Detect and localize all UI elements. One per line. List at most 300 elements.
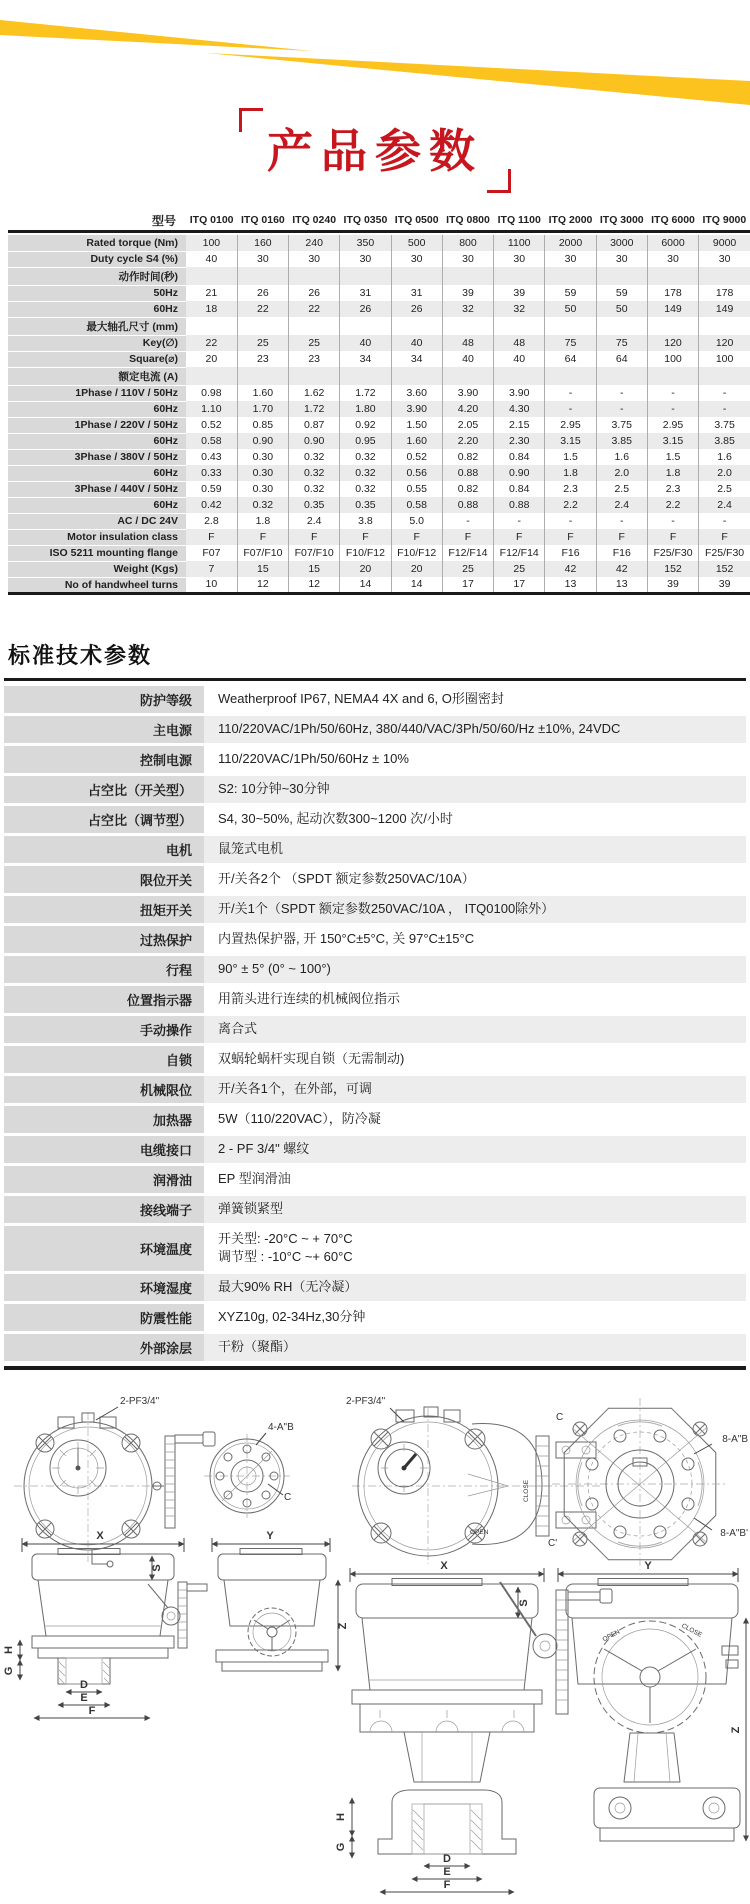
data-cell: 17	[494, 577, 545, 593]
data-cell	[289, 317, 340, 335]
data-cell: 3.85	[699, 433, 750, 449]
data-cell: 1.8	[237, 513, 288, 529]
param-value-line: 110/220VAC/1Ph/50/60Hz ± 10%	[218, 750, 409, 766]
data-cell: F	[545, 529, 596, 545]
tech-params-body	[4, 686, 746, 1362]
data-cell: 0.30	[237, 481, 288, 497]
data-cell: 3.8	[340, 513, 391, 529]
data-cell: 149	[647, 301, 698, 317]
data-cell: 34	[391, 351, 442, 367]
data-cell: 1.72	[340, 385, 391, 401]
data-cell: 26	[340, 301, 391, 317]
data-cell: 1.8	[647, 465, 698, 481]
dim-g-right: G	[335, 1843, 347, 1852]
model-header: ITQ 2000	[548, 214, 593, 227]
data-cell: 500	[391, 235, 442, 251]
param-label: 防护等级	[4, 686, 204, 713]
data-cell: 0.87	[289, 417, 340, 433]
data-cell: 2.4	[289, 513, 340, 529]
row-label: 60Hz	[8, 465, 186, 481]
row-label: 60Hz	[8, 401, 186, 417]
data-cell: 0.88	[442, 465, 493, 481]
data-cell: 2.8	[204, 515, 219, 528]
table-row	[8, 335, 750, 351]
data-cell: 2.95	[647, 417, 698, 433]
data-cell: F	[442, 529, 493, 545]
data-cell: 22	[186, 335, 237, 351]
dim-e-left: E	[80, 1692, 88, 1705]
param-value	[204, 776, 746, 803]
data-cell: -	[545, 385, 596, 401]
data-cell: 10	[205, 578, 218, 591]
data-cell: 1.6	[699, 449, 750, 465]
data-cell: 2.3	[647, 481, 698, 497]
row-label: No of handwheel turns	[8, 577, 186, 593]
data-cell: 48	[494, 335, 545, 351]
data-cell: -	[699, 401, 750, 417]
param-label: 控制电源	[4, 746, 204, 773]
data-cell: 0.98	[201, 387, 222, 400]
data-cell: F12/F14	[494, 545, 545, 561]
data-cell: 48	[442, 335, 493, 351]
data-cell: 42	[596, 561, 647, 577]
data-cell: 3.75	[699, 417, 750, 433]
row-label: Weight (Kgs)	[8, 561, 186, 577]
data-cell: F07/F10	[289, 545, 340, 561]
data-cell: 1.5	[545, 449, 596, 465]
data-cell: 0.32	[289, 465, 340, 481]
data-cell: 100	[647, 351, 698, 367]
data-cell: 1100	[494, 235, 545, 251]
param-label: 接线端子	[4, 1196, 204, 1223]
param-value-line: 110/220VAC/1Ph/50/60Hz, 380/440/VAC/3Ph/50/60/Hz ±10%, 24VDC	[218, 720, 621, 736]
data-cell: -	[442, 513, 493, 529]
data-cell: 30	[391, 251, 442, 267]
data-cell: 152	[647, 561, 698, 577]
spec-table	[8, 211, 750, 595]
open-label-wheel: OPEN	[601, 1628, 622, 1644]
data-cell: 14	[340, 577, 391, 593]
data-cell	[186, 267, 237, 285]
data-cell: -	[596, 385, 647, 401]
data-cell: 0.32	[340, 481, 391, 497]
row-label: Square(⌀)	[8, 351, 186, 367]
data-cell: 3000	[596, 235, 647, 251]
param-value-line: 鼠笼式电机	[218, 840, 284, 856]
row-label: Duty cycle S4 (%)	[8, 251, 186, 267]
data-cell: 31	[340, 285, 391, 301]
table-row	[8, 545, 750, 561]
row-label: 50Hz	[8, 285, 186, 301]
param-row	[4, 776, 746, 803]
data-cell: 30	[442, 251, 493, 267]
param-value	[204, 836, 746, 863]
data-cell: 0.56	[391, 465, 442, 481]
table-row	[8, 577, 750, 593]
data-cell: 0.52	[201, 419, 222, 432]
data-cell: 26	[237, 285, 288, 301]
dim-s-left: S	[151, 1564, 163, 1572]
data-cell: 15	[237, 561, 288, 577]
table-row	[8, 385, 750, 401]
param-value	[204, 746, 746, 773]
param-value	[204, 1226, 746, 1272]
table-row	[8, 285, 750, 301]
data-cell: 100	[699, 351, 750, 367]
flange-label-4ab: 4-A"B	[268, 1422, 294, 1434]
param-row	[4, 1226, 746, 1272]
data-cell: -	[647, 401, 698, 417]
data-cell: F	[699, 529, 750, 545]
data-cell: 30	[237, 251, 288, 267]
data-cell: F	[647, 529, 698, 545]
table-row	[8, 481, 750, 497]
data-cell: 2.2	[647, 497, 698, 513]
data-cell: 15	[289, 561, 340, 577]
title-bracket-frame	[257, 118, 493, 185]
param-row	[4, 1274, 746, 1301]
data-cell: 4.30	[494, 401, 545, 417]
data-cell: 0.95	[340, 433, 391, 449]
data-cell: F	[237, 529, 288, 545]
data-cell: 0.35	[289, 497, 340, 513]
data-cell	[289, 367, 340, 385]
row-label: 60Hz	[8, 497, 186, 513]
param-value	[204, 1046, 746, 1073]
data-cell: 20	[391, 561, 442, 577]
data-cell: 40	[442, 351, 493, 367]
param-value-line: XYZ10g, 02-34Hz,30分钟	[218, 1309, 366, 1325]
dim-h-right: H	[335, 1813, 347, 1822]
param-row	[4, 716, 746, 743]
param-row	[4, 1136, 746, 1163]
param-value-line: 用箭头进行连续的机械阀位指示	[218, 990, 401, 1006]
data-cell: 40	[391, 335, 442, 351]
data-cell	[647, 267, 698, 285]
data-cell: 22	[289, 301, 340, 317]
data-cell	[340, 317, 391, 335]
drawing-large-front-view-y	[558, 1560, 746, 1841]
data-cell: 4.20	[442, 401, 493, 417]
data-cell: 0.42	[186, 497, 237, 513]
dim-e-right: E	[443, 1866, 451, 1879]
param-value	[204, 686, 746, 713]
param-value	[204, 926, 746, 953]
data-cell: 0.32	[340, 465, 391, 481]
data-cell	[545, 317, 596, 335]
bracket-top-left	[239, 108, 263, 132]
page-title: 产品参数	[267, 125, 483, 177]
table-row	[8, 497, 750, 513]
data-cell: 2.2	[545, 497, 596, 513]
data-cell: 20	[205, 353, 218, 366]
spec-table-header-row	[8, 211, 750, 232]
spec-table-body	[8, 231, 750, 593]
param-value-line: 90° ± 5° (0° ~ 100°)	[218, 960, 331, 976]
data-cell: 0.82	[442, 449, 493, 465]
data-cell: 3.90	[391, 401, 442, 417]
data-cell	[442, 367, 493, 385]
dim-y-left: Y	[266, 1530, 274, 1543]
param-row	[4, 806, 746, 833]
data-cell: -	[545, 513, 596, 529]
drawing-large-front-view-x	[335, 1560, 612, 1892]
dim-g-left: G	[3, 1667, 15, 1676]
data-cell: 0.58	[186, 433, 237, 449]
dim-f-right: F	[443, 1879, 451, 1892]
model-header: ITQ 0500	[394, 214, 439, 227]
data-cell: 2.0	[699, 465, 750, 481]
data-cell: 178	[647, 285, 698, 301]
data-cell: 64	[545, 351, 596, 367]
param-value	[204, 1016, 746, 1043]
flange-label-c-prime: C'	[548, 1538, 558, 1550]
param-row	[4, 866, 746, 893]
param-value-line: 弹簧锁紧型	[218, 1200, 284, 1216]
data-cell	[545, 367, 596, 385]
data-cell: F07/F10	[237, 545, 288, 561]
data-cell: 1.62	[289, 385, 340, 401]
bracket-bottom-right	[487, 169, 511, 193]
param-value-line: 离合式	[218, 1020, 258, 1036]
dimensional-drawings	[0, 1384, 750, 1904]
data-cell: 0.32	[289, 449, 340, 465]
data-cell: 21	[205, 287, 218, 300]
model-header: ITQ 0100	[189, 214, 234, 227]
data-cell: F	[340, 529, 391, 545]
param-label: 外部涂层	[4, 1334, 204, 1361]
open-label-top-view: OPEN	[470, 1529, 489, 1537]
conduit-label-left: 2-PF3/4"	[120, 1396, 160, 1408]
param-value-line: 最大90% RH（无冷凝）	[218, 1279, 358, 1295]
data-cell: F25/F30	[647, 545, 698, 561]
data-cell: 1.50	[391, 417, 442, 433]
data-cell	[391, 267, 442, 285]
data-cell: 3.90	[494, 385, 545, 401]
table-row	[8, 529, 750, 545]
data-cell: 152	[699, 561, 750, 577]
ribbon-right-band	[206, 53, 750, 105]
dim-d-left: D	[80, 1679, 88, 1692]
flange-label-8ab: 8-A"B	[722, 1434, 748, 1446]
data-cell: 30	[596, 251, 647, 267]
param-label: 过热保护	[4, 926, 204, 953]
data-cell: 30	[647, 251, 698, 267]
drawing-large-flange-view	[548, 1398, 748, 1573]
param-value	[204, 956, 746, 983]
data-cell: F16	[596, 545, 647, 561]
data-cell: 18	[186, 301, 237, 317]
param-row	[4, 836, 746, 863]
data-cell: 0.33	[186, 465, 237, 481]
model-header: ITQ 0350	[343, 214, 388, 227]
param-label: 占空比（调节型）	[4, 806, 204, 833]
data-cell: 2.15	[494, 417, 545, 433]
data-cell: 39	[494, 285, 545, 301]
data-cell: 0.32	[340, 449, 391, 465]
param-label: 加热器	[4, 1106, 204, 1133]
data-cell: 32	[442, 301, 493, 317]
data-cell: 1.6	[596, 449, 647, 465]
dim-h-left: H	[3, 1646, 15, 1655]
data-cell: 30	[699, 251, 750, 267]
row-label: Rated torque (Nm)	[8, 235, 186, 251]
row-label: ISO 5211 mounting flange	[8, 545, 186, 561]
data-cell	[596, 317, 647, 335]
model-header: ITQ 6000	[651, 214, 695, 227]
data-cell: 2.0	[596, 465, 647, 481]
data-cell: 7	[186, 561, 237, 577]
param-value-line: 5W（110/220VAC），防冷凝	[218, 1110, 381, 1126]
param-label: 环境温度	[4, 1226, 204, 1272]
data-cell: 12	[289, 577, 340, 593]
table-row	[8, 417, 750, 433]
data-cell: 20	[340, 561, 391, 577]
param-label: 手动操作	[4, 1016, 204, 1043]
data-cell: 2000	[545, 235, 596, 251]
data-cell: 0.82	[442, 481, 493, 497]
data-cell: F	[494, 529, 545, 545]
data-cell: -	[494, 513, 545, 529]
param-row	[4, 986, 746, 1013]
data-cell: 1.60	[237, 385, 288, 401]
data-cell: 1.80	[340, 401, 391, 417]
data-cell	[494, 317, 545, 335]
yellow-ribbon	[0, 0, 750, 112]
data-cell: 30	[289, 251, 340, 267]
data-cell: 2.5	[596, 481, 647, 497]
param-value	[204, 1196, 746, 1223]
model-header: ITQ 3000	[599, 214, 644, 227]
data-cell: 2.5	[699, 481, 750, 497]
data-cell: 39	[699, 577, 750, 593]
flange-label-c-right: C	[556, 1412, 564, 1424]
dim-s-right: S	[518, 1599, 530, 1607]
tech-params-bottom-rule	[4, 1366, 746, 1370]
title-row	[0, 118, 750, 185]
data-cell: 120	[647, 335, 698, 351]
param-value	[204, 1274, 746, 1301]
data-cell	[391, 317, 442, 335]
param-value-line: 内置热保护器, 开 150°C±5°C, 关 97°C±15°C	[218, 930, 475, 946]
data-cell: 0.90	[494, 465, 545, 481]
data-cell: 40	[340, 335, 391, 351]
data-cell	[442, 267, 493, 285]
ribbon-left-band	[0, 20, 312, 51]
drawing-small-front-view-x	[3, 1530, 207, 1718]
row-label: Motor insulation class	[8, 529, 186, 545]
data-cell	[186, 317, 237, 335]
param-label: 电机	[4, 836, 204, 863]
table-group-row	[8, 367, 750, 385]
data-cell: 9000	[699, 235, 750, 251]
model-header: ITQ 1100	[497, 214, 541, 227]
model-header: ITQ 0800	[446, 214, 490, 227]
close-label-wheel: CLOSE	[680, 1622, 704, 1640]
flange-label-8ab-prime: 8-A"B'	[720, 1528, 748, 1540]
data-cell: 2.05	[442, 417, 493, 433]
param-label: 防震性能	[4, 1304, 204, 1331]
data-cell: 0.88	[494, 497, 545, 513]
param-value	[204, 806, 746, 833]
data-cell: 39	[442, 285, 493, 301]
drawing-small-front-view-y	[212, 1530, 349, 1671]
data-cell: 2.4	[699, 497, 750, 513]
data-cell: 0.43	[201, 451, 222, 464]
data-cell: -	[647, 385, 698, 401]
table-row	[8, 449, 750, 465]
param-row	[4, 896, 746, 923]
data-cell: 39	[647, 577, 698, 593]
param-row	[4, 1196, 746, 1223]
data-cell: 26	[289, 285, 340, 301]
data-cell: F10/F12	[340, 545, 391, 561]
param-value	[204, 896, 746, 923]
param-row	[4, 956, 746, 983]
table-group-row	[8, 267, 750, 285]
flange-label-c-left: C	[284, 1492, 292, 1504]
dim-f-left: F	[88, 1705, 96, 1718]
data-cell: 5.0	[391, 513, 442, 529]
data-cell: -	[699, 513, 750, 529]
data-cell: 25	[289, 335, 340, 351]
data-cell: 0.88	[442, 497, 493, 513]
data-cell: 3.90	[442, 385, 493, 401]
table-row	[8, 433, 750, 449]
param-value-line: 开/关各2个 （SPDT 额定参数250VAC/10A）	[218, 870, 475, 886]
tech-params-top-rule	[4, 678, 746, 681]
param-row	[4, 1304, 746, 1331]
data-cell: 22	[237, 301, 288, 317]
data-cell: 0.90	[237, 433, 288, 449]
row-label: 最大轴孔尺寸 (mm)	[8, 317, 186, 335]
data-cell: 0.59	[201, 483, 222, 496]
data-cell: 0.90	[289, 433, 340, 449]
data-cell: 3.15	[545, 433, 596, 449]
data-cell: 12	[237, 577, 288, 593]
param-label: 行程	[4, 956, 204, 983]
param-label: 自锁	[4, 1046, 204, 1073]
data-cell: F10/F12	[391, 545, 442, 561]
table-group-row	[8, 317, 750, 335]
data-cell: 0.85	[237, 417, 288, 433]
row-label: 额定电流 (A)	[8, 367, 186, 385]
data-cell: F	[596, 529, 647, 545]
param-value	[204, 1136, 746, 1163]
data-cell: F07	[202, 547, 221, 560]
data-cell: 50	[596, 301, 647, 317]
table-row	[8, 513, 750, 529]
data-cell: F	[289, 529, 340, 545]
data-cell: 30	[340, 251, 391, 267]
row-label: 60Hz	[8, 301, 186, 317]
data-cell: 0.55	[391, 481, 442, 497]
model-header: ITQ 0240	[292, 214, 337, 227]
param-label: 润滑油	[4, 1166, 204, 1193]
data-cell	[596, 367, 647, 385]
row-label: AC / DC 24V	[8, 513, 186, 529]
data-cell: 34	[340, 351, 391, 367]
data-cell: 100	[186, 235, 237, 251]
param-label: 占空比（开关型）	[4, 776, 204, 803]
spec-table-section	[0, 211, 750, 595]
data-cell: 0.32	[289, 481, 340, 497]
table-row	[8, 401, 750, 417]
data-cell: 40	[494, 351, 545, 367]
data-cell	[596, 267, 647, 285]
data-cell: F	[391, 529, 442, 545]
data-cell	[340, 267, 391, 285]
